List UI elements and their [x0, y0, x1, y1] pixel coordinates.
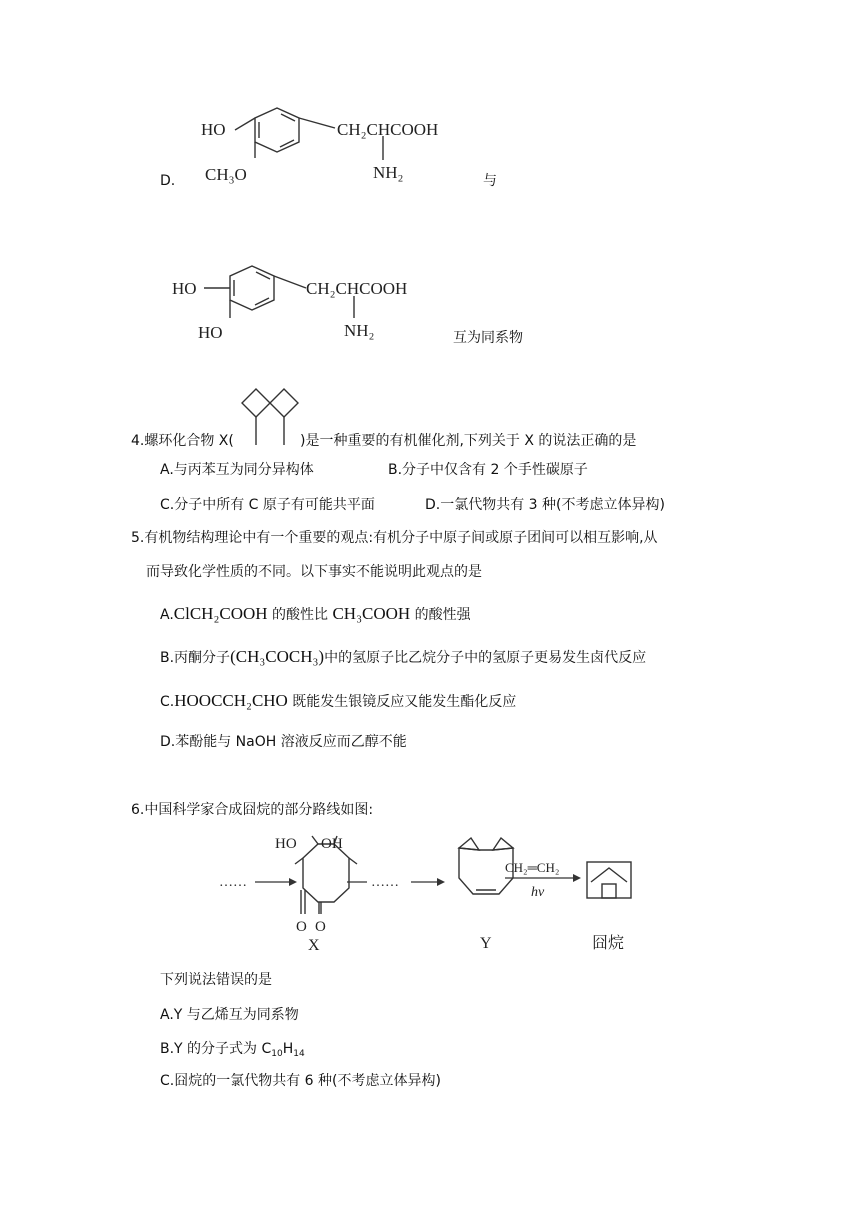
q6-option-c: C.囧烷的一氯代物共有 6 种(不考虑立体异构): [160, 1073, 441, 1089]
q6-option-a: A.Y 与乙烯互为同系物: [160, 1007, 299, 1023]
mol1-ch3o: CH₃O: [205, 165, 247, 184]
formula-hoocch2cho: HOOCCH₂CHO: [174, 691, 288, 710]
q4-option-b: B.分子中仅含有 2 个手性碳原子: [388, 462, 588, 478]
spiro-compound-structure: [236, 385, 304, 449]
mol2-ho-bottom: HO: [198, 323, 223, 342]
structure-methoxy-tyrosine: [195, 100, 485, 195]
q4-option-a: A.与丙苯互为同分异构体: [160, 462, 314, 478]
scheme-o-right: O: [315, 919, 326, 935]
q5-option-a: A.ClCH₂COOH 的酸性比 CH₃COOH 的酸性强: [160, 604, 471, 623]
q4-stem-before: 4.螺环化合物 X(: [131, 433, 234, 449]
q5-stem-line2: 而导致化学性质的不同。以下事实不能说明此观点的是: [146, 564, 482, 580]
scheme-oh: OH: [321, 836, 343, 852]
q4-stem-after: )是一种重要的有机催化剂,下列关于 X 的说法正确的是: [300, 433, 637, 449]
formula-acetone: (CH₃COCH₃): [230, 647, 325, 666]
mol2-chain: CH₂CHCOOH: [306, 279, 408, 298]
label-x: X: [308, 937, 320, 954]
formula-ch3cooh: CH₃COOH: [332, 604, 411, 623]
q6-stem: 6.中国科学家合成囧烷的部分路线如图:: [131, 802, 374, 818]
q5-stem-line1: 5.有机物结构理论中有一个重要的观点:有机分子中原子间或原子团间可以相互影响,从: [131, 530, 658, 546]
formula-clch2cooh: ClCH₂COOH: [173, 604, 268, 623]
reagent-ethylene: CH₂═CH₂: [505, 860, 560, 875]
mol1-chain: CH₂CHCOOH: [337, 120, 439, 139]
q6-option-b: B.Y 的分子式为 $C_{10}H_{14}$: [160, 1041, 305, 1059]
mol1-nh2: NH₂: [373, 163, 404, 182]
q5-option-d: D.苯酚能与 NaOH 溶液反应而乙醇不能: [160, 734, 407, 750]
q4-option-d: D.一氯代物共有 3 种(不考虑立体异构): [425, 497, 665, 513]
label-y: Y: [480, 935, 492, 952]
mol2-nh2: NH₂: [344, 321, 375, 340]
label-product: 囧烷: [592, 935, 625, 952]
q4-option-c: C.分子中所有 C 原子有可能共平面: [160, 497, 375, 513]
scheme-o-left: O: [296, 919, 307, 935]
mol1-ho: HO: [201, 120, 226, 139]
q6-question: 下列说法错误的是: [160, 972, 272, 988]
synthesis-scheme: [215, 828, 645, 958]
mol2-ho-top: HO: [172, 279, 197, 298]
scheme-dots-1: ……: [219, 875, 247, 890]
structure-dopa: [170, 258, 460, 353]
q5-option-b: B.丙酮分子(CH₃COCH₃)中的氢原子比乙烷分子中的氢原子更易发生卤代反应: [160, 647, 647, 666]
conclusion-text: 互为同系物: [453, 330, 523, 346]
scheme-ho: HO: [275, 836, 297, 852]
condition-hv: hν: [531, 885, 545, 900]
q5-option-c: C.HOOCCH₂CHO 既能发生银镜反应又能发生酯化反应: [160, 691, 517, 710]
scheme-dots-2: ……: [371, 875, 399, 890]
and-word: 与: [483, 173, 497, 189]
option-d-label: D.: [160, 173, 176, 189]
product-structure: [587, 862, 631, 898]
